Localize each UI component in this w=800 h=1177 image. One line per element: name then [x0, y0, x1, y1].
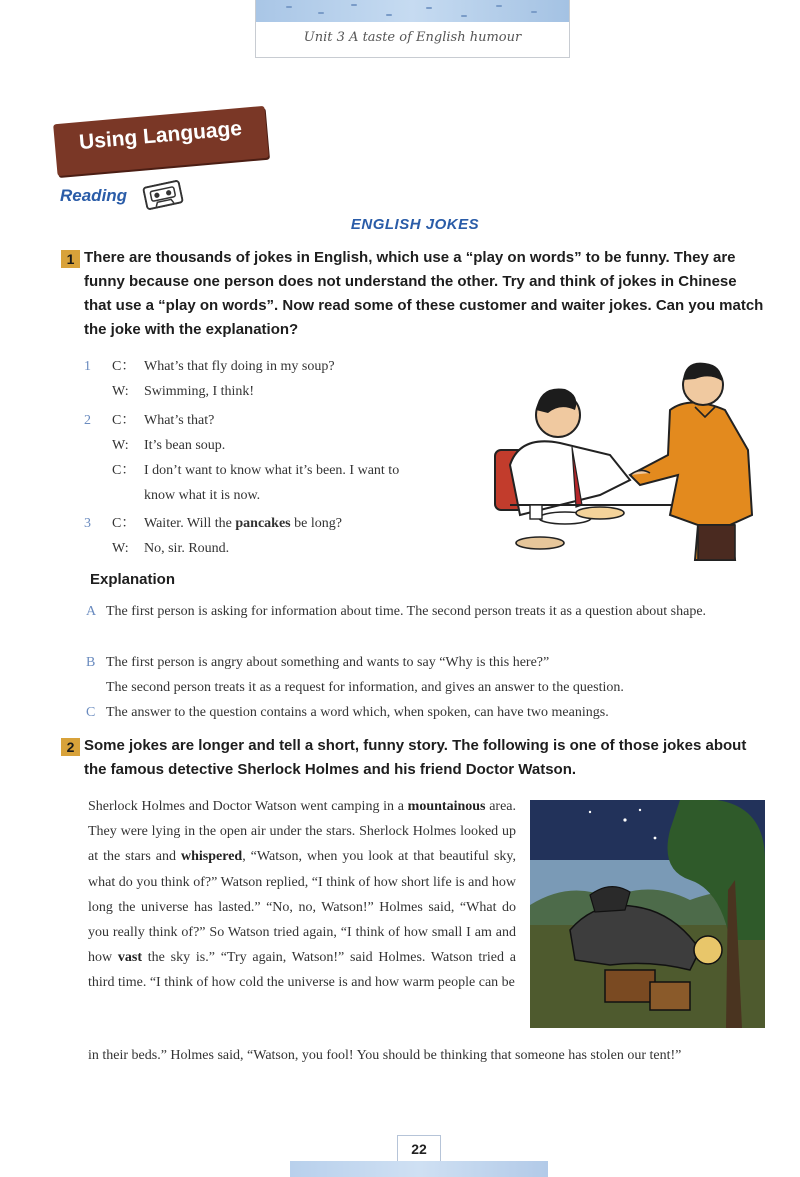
jokes-heading: ENGLISH JOKES	[350, 216, 480, 233]
holmes-watson-illustration	[530, 800, 765, 1028]
speaker: C：	[112, 359, 136, 374]
task-1-instructions: There are thousands of jokes in English, which use a “play on words” to be funny. They are funny because one person does not understand the other. Try and think of jokes in Chinese that use a “play on words”. Now read some of these customer and waiter jokes. Can you match the joke with the explanation?	[84, 249, 764, 338]
explanation-text-cont: The second person treats it as a request for information, and gives an answer to the question.	[106, 680, 624, 695]
dialogue-text: What’s that fly doing in my soup?	[144, 359, 335, 374]
explanation-label: B	[86, 655, 96, 670]
speaker: W:	[112, 384, 129, 399]
task-number-badge: 2	[61, 738, 80, 756]
explanation-text: The first person is angry about something and wants to say “Why is this here?”	[106, 655, 550, 670]
explanation-c	[86, 700, 766, 725]
unit-banner	[255, 0, 570, 58]
page-footer-band	[290, 1161, 548, 1177]
reading-label: Reading	[60, 186, 128, 205]
joke-number: 1	[84, 359, 91, 374]
sky-strip	[256, 0, 569, 22]
dialogue-text: It’s bean soup.	[144, 438, 226, 453]
holmes-story: Sherlock Holmes and Doctor Watson went camping in a mountainous area. They were lying in the open air under the stars. Sherlock Holmes looked up at the stars and whispered, “Watson, when you look at that beautiful sky, what do you think of?” Watson replied, “I think of how short life is and how long the universe has lasted.” “No, no, Watson!” Holmes said, “What do you really think of?” So Watson tried again, “I think of how small I am and how vast the sky is.” “Try again, Watson!” said Holmes. Watson tried a third time. “I think of how cold the universe is and how warm people can be	[88, 799, 516, 991]
explanation-label: A	[86, 604, 97, 619]
explanation-b	[86, 650, 766, 700]
explanation-a	[86, 599, 766, 624]
dialogue-text: know what it is now.	[144, 488, 261, 503]
cassette-icon	[142, 179, 184, 210]
explanation-text: The answer to the question contains a word which, when spoken, can have two meanings.	[106, 705, 609, 720]
speaker: C：	[112, 413, 136, 428]
joke-number: 2	[84, 413, 91, 428]
holmes-story-end: in their beds.” Holmes said, “Watson, you fool! You should be thinking that someone has stolen our tent!”	[88, 1048, 682, 1063]
joke-number: 3	[84, 516, 91, 531]
explanation-label: C	[86, 705, 96, 720]
speaker: W:	[112, 438, 129, 453]
explanation-heading: Explanation	[90, 571, 176, 588]
explanation-text: The first person is asking for information about time. The second person treats it as a question about shape.	[106, 604, 707, 619]
unit-title: Unit 3 A taste of English humour	[303, 30, 522, 45]
page-number: 22	[397, 1135, 441, 1161]
speaker: W:	[112, 541, 129, 556]
dialogue-text: Waiter. Will the pancakes be long?	[144, 516, 342, 531]
dialogue-text: What’s that?	[144, 413, 215, 428]
task-number-badge: 1	[61, 250, 80, 268]
dialogue-text: Swimming, I think!	[144, 384, 255, 399]
task-2	[61, 734, 766, 782]
waiter-customer-illustration	[490, 355, 770, 565]
speaker: C：	[112, 516, 136, 531]
task-1	[61, 246, 766, 342]
speaker: C：	[112, 463, 136, 478]
dialogue-text: No, sir. Round.	[144, 541, 230, 556]
dialogue-text: I don’t want to know what it’s been. I want to	[144, 463, 400, 478]
section-label: Using Language	[78, 116, 243, 155]
section-tag	[53, 106, 269, 176]
task-2-instructions: Some jokes are longer and tell a short, funny story. The following is one of those jokes about the famous detective Sherlock Holmes and his friend Doctor Watson.	[84, 737, 747, 778]
